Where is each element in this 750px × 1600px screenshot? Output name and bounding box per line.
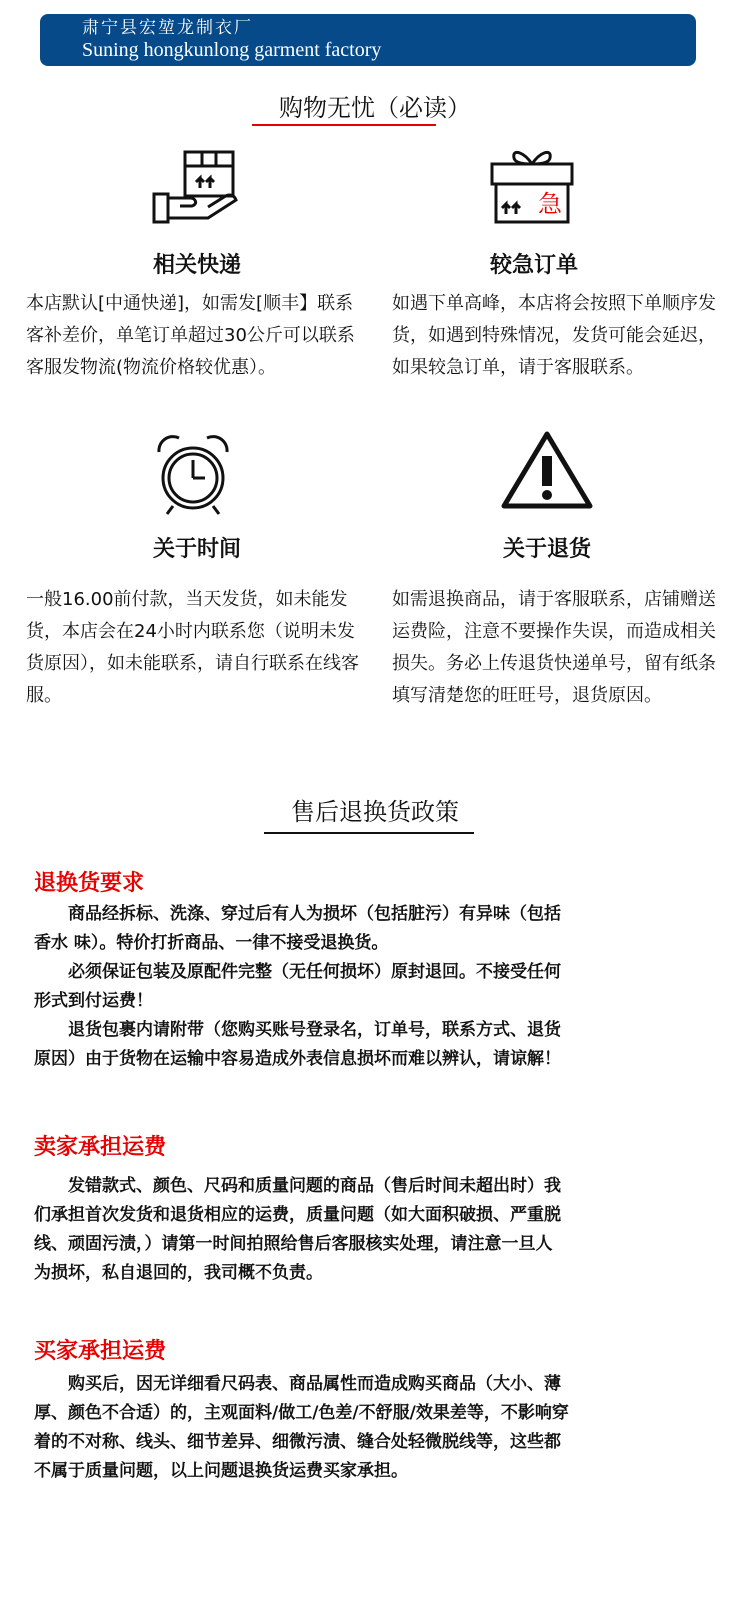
card-title-urgent: 较急订单	[489, 253, 578, 278]
factory-banner	[40, 14, 696, 66]
factory-name-en: Suning hongkunlong garment factory	[82, 39, 382, 61]
text-line: 退货包裹内请附带（您购买账号登录名，订单号，联系方式、退货	[34, 1020, 561, 1040]
card-title-returns: 关于退货	[502, 537, 591, 562]
text-line: 为损坏，私自退回的，我司概不负责。	[34, 1263, 323, 1283]
text-line: 厚、颜色不合适）的，主观面料/做工/色差/不舒服/效果差等，不影响穿	[34, 1403, 569, 1423]
factory-name-cn: 肃宁县宏堃龙制衣厂	[82, 18, 253, 38]
text-line: 线、顽固污渍，）请第一时间拍照给售后客服核实处理，请注意一旦人	[34, 1234, 553, 1254]
text-line: 商品经拆标、洗涤、穿过后有人为损坏（包括脏污）有异味（包括	[34, 904, 561, 924]
text-line: 购买后，因无详细看尺码表、商品属性而造成购买商品（大小、薄	[34, 1374, 561, 1394]
card-title-time: 关于时间	[152, 537, 241, 562]
warning-triangle-icon	[500, 430, 594, 510]
title-underline	[264, 832, 474, 834]
card-text-express: 本店默认[中通快递]，如需发[顺丰】联系客补差价，单笔订单超过30公斤可以联系客服发物流(物流价格较优惠）。	[26, 293, 355, 378]
urgent-label: 急	[538, 190, 562, 218]
card-text-time: 一般16.00前付款，当天发货，如未能发货，本店会在24小时内联系您（说明未发货原因），如未能联系，请自行联系在线客服。	[26, 589, 359, 706]
card-title-express: 相关快递	[152, 253, 241, 278]
policy-body-requirements	[34, 900, 724, 1074]
hand-package-icon	[150, 148, 240, 226]
card-text-urgent: 如遇下单高峰，本店将会按照下单顺序发货，如遇到特殊情况，发货可能会延迟，如果较急订单，请于客服联系。	[392, 293, 716, 378]
text-line: 不属于质量问题，以上问题退换货运费买家承担。	[34, 1461, 408, 1481]
text-line: 原因）由于货物在运输中容易造成外表信息损坏而难以辨认，请谅解！	[34, 1049, 561, 1069]
text-line: 形式到付运费！	[34, 991, 153, 1011]
text-line: 必须保证包装及原配件完整（无任何损坏）原封退回。不接受任何	[34, 962, 561, 982]
policy-body-seller-pays	[34, 1172, 724, 1288]
text-line: 香水 味）。特价打折商品、一律不接受退换货。	[34, 933, 389, 953]
title-underline	[252, 124, 436, 126]
section-title-policy: 售后退换货政策	[291, 798, 459, 826]
policy-heading-buyer-pays: 买家承担运费	[34, 1339, 167, 1364]
urgent-gift-box-icon	[488, 148, 578, 226]
section-title-shopping: 购物无忧（必读）	[279, 94, 471, 122]
text-line: 发错款式、颜色、尺码和质量问题的商品（售后时间未超出时）我	[34, 1176, 561, 1196]
policy-heading-seller-pays: 卖家承担运费	[34, 1135, 167, 1160]
policy-body-buyer-pays	[34, 1370, 724, 1486]
text-line: 们承担首次发货和退货相应的运费，质量问题（如大面积破损、严重脱	[34, 1205, 561, 1225]
alarm-clock-icon	[153, 432, 233, 516]
policy-heading-requirements: 退换货要求	[34, 871, 145, 896]
card-text-returns: 如需退换商品，请于客服联系，店铺赠送运费险，注意不要操作失误，而造成相关损失。务必上传退货快递单号，留有纸条填写清楚您的旺旺号，退货原因。	[392, 589, 716, 706]
text-line: 着的不对称、线头、细节差异、细微污渍、缝合处轻微脱线等，这些都	[34, 1432, 561, 1452]
